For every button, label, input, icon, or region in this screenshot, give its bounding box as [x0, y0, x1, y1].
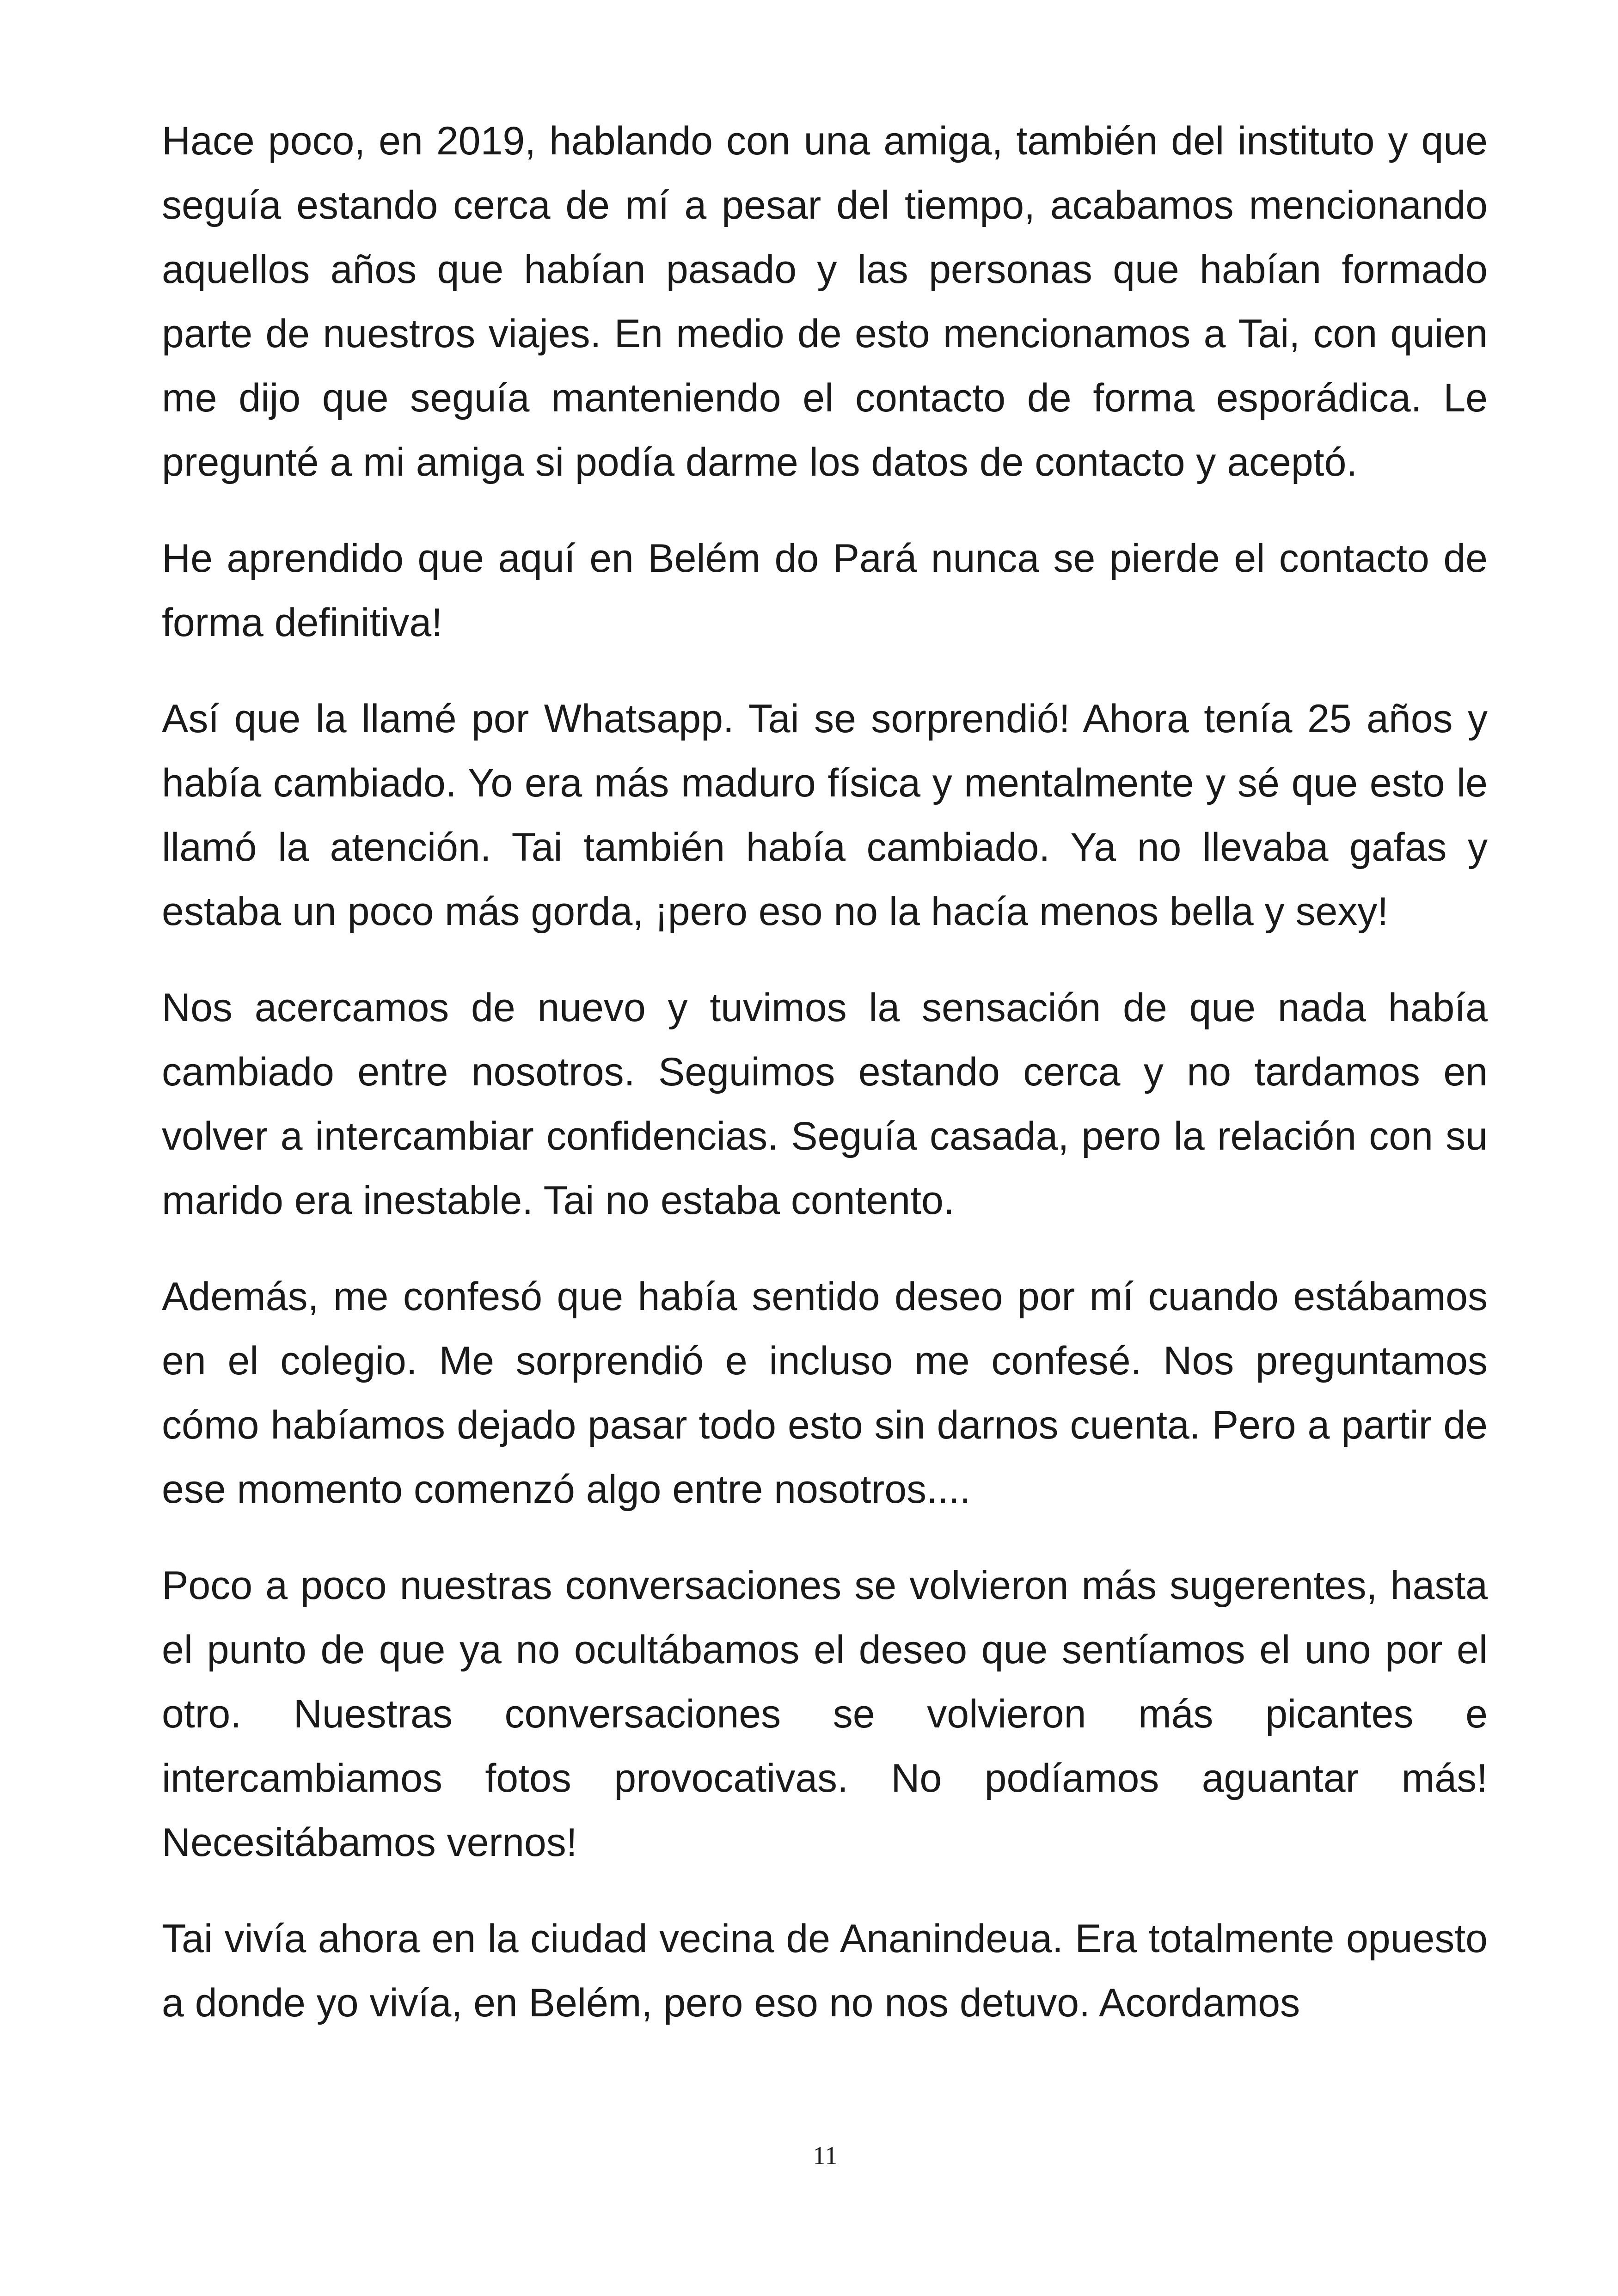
paragraph: Tai vivía ahora en la ciudad vecina de Ananindeua. Era totalmente opuesto a donde yo vivía, en Belém, pero eso no nos detuvo. Acordamos [162, 1916, 1488, 2025]
paragraph: Así que la llamé por Whatsapp. Tai se sorprendió! Ahora tenía 25 años y había cambiado. Yo era más maduro física y mentalmente y sé que esto le llamó la atención. Tai también había cambiado. Ya no llevaba gafas y estaba un poco más gorda, ¡pero eso no la hacía menos bella y sexy! [162, 697, 1488, 934]
page-number: 11 [813, 2142, 838, 2170]
paragraph: He aprendido que aquí en Belém do Pará nunca se pierde el contacto de forma definitiva! [162, 536, 1488, 645]
paragraph: Además, me confesó que había sentido deseo por mí cuando estábamos en el colegio. Me sorprendió e incluso me confesé. Nos preguntamos cómo habíamos dejado pasar todo esto sin darnos cuenta. Pero a partir de ese momento comenzó algo entre nosotros.... [162, 1274, 1488, 1512]
body-text [162, 109, 1488, 2035]
paragraph: Poco a poco nuestras conversaciones se volvieron más sugerentes, hasta el punto de que ya no ocultábamos el deseo que sentíamos el uno por el otro. Nuestras conversaciones se volvieron más picantes e intercambiamos fotos provocativas. No podíamos aguantar más! Necesitábamos vernos! [162, 1563, 1488, 1865]
paragraph: Hace poco, en 2019, hablando con una amiga, también del instituto y que seguía estando cerca de mí a pesar del tiempo, acabamos mencionando aquellos años que habían pasado y las personas que habían formado parte de nuestros viajes. En medio de esto mencionamos a Tai, con quien me dijo que seguía manteniendo el contacto de forma esporádica. Le pregunté a mi amiga si podía darme los datos de contacto y aceptó. [162, 119, 1488, 484]
paragraph: Nos acercamos de nuevo y tuvimos la sensación de que nada había cambiado entre nosotros. Seguimos estando cerca y no tardamos en volver a intercambiar confidencias. Seguía casada, pero la relación con su marido era inestable. Tai no estaba contento. [162, 986, 1488, 1223]
